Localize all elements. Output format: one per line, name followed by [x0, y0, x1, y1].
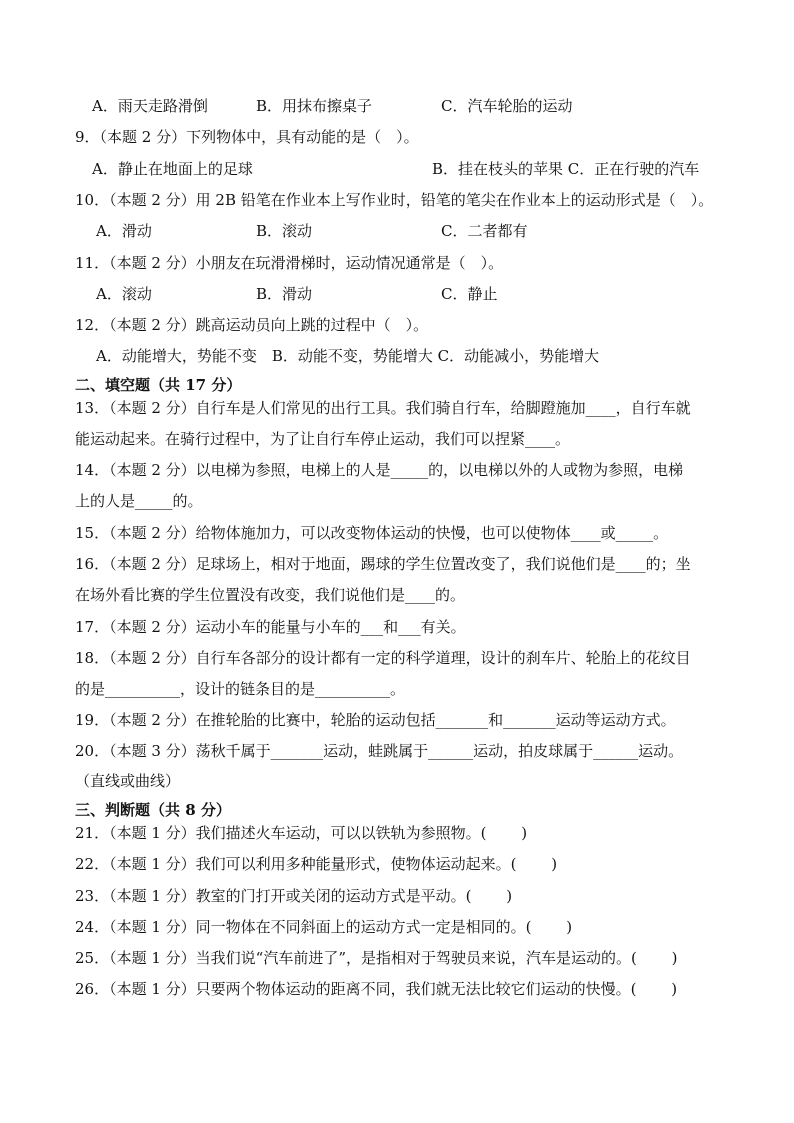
q17-line: 17．（本题 2 分）运动小车的能量与小车的___和___有关。	[75, 618, 466, 636]
q14-line-2: 上的人是_____的。	[75, 492, 203, 510]
q9-stem: 9．（本题 2 分）下列物体中，具有动能的是（ ）。	[75, 128, 419, 146]
q21-line: 21．（本题 1 分）我们描述火车运动，可以以铁轨为参照物。( )	[75, 824, 528, 842]
q13-line-1: 13．（本题 2 分）自行车是人们常见的出行工具。我们骑自行车，给脚蹬施加____，自行车就	[75, 399, 691, 417]
q18-line-1: 18．（本题 2 分）自行车各部分的设计都有一定的科学道理，设计的刹车片、轮胎上的花纹目	[75, 649, 691, 667]
q18-line-2: 的是__________，设计的链条目的是__________。	[75, 680, 406, 698]
q11-option-c: C．静止	[441, 285, 498, 303]
q8-option-c: C．汽车轮胎的运动	[441, 97, 573, 115]
q9-option-a: A．静止在地面上的足球	[92, 160, 253, 178]
q10-option-b: B．滚动	[256, 222, 313, 240]
q23-line: 23．（本题 1 分）教室的门打开或关闭的运动方式是平动。( )	[75, 887, 513, 905]
q24-line: 24．（本题 1 分）同一物体在不同斜面上的运动方式一定是相同的。( )	[75, 918, 573, 936]
q8-option-b: B．用抹布擦桌子	[256, 97, 373, 115]
q10-option-c: C．二者都有	[441, 222, 528, 240]
q19-line: 19．（本题 2 分）在推轮胎的比赛中，轮胎的运动包括_______和_______运动等运动方式。	[75, 711, 676, 729]
q9-option-bc: B．挂在枝头的苹果 C．正在行驶的汽车	[432, 160, 700, 178]
q26-line: 26．（本题 1 分）只要两个物体运动的距离不同，我们就无法比较它们运动的快慢。( )	[75, 980, 678, 998]
q12-stem: 12．（本题 2 分）跳高运动员向上跳的过程中（ ）。	[75, 316, 429, 334]
q10-option-a: A．滑动	[96, 222, 152, 240]
q12-options: A．动能增大，势能不变 B．动能不变，势能增大 C．动能减小，势能增大	[96, 347, 600, 365]
q13-line-2: 能运动起来。在骑行过程中，为了让自行车停止运动，我们可以捏紧____。	[75, 430, 571, 448]
section-fill-blank-title: 二、填空题（共 17 分）	[75, 376, 242, 394]
q14-line-1: 14．（本题 2 分）以电梯为参照，电梯上的人是_____的，以电梯以外的人或物为参照，电梯	[75, 461, 684, 479]
q11-option-b: B．滑动	[256, 285, 313, 303]
q8-option-a: A．雨天走路滑倒	[92, 97, 208, 115]
q20-line-1: 20．（本题 3 分）荡秋千属于_______运动，蛙跳属于______运动，拍皮球属于______运动。	[75, 742, 684, 760]
q11-stem: 11．（本题 2 分）小朋友在玩滑滑梯时，运动情况通常是（ ）。	[75, 254, 504, 272]
q11-option-a: A．滚动	[96, 285, 152, 303]
q10-stem: 10．（本题 2 分）用 2B 铅笔在作业本上写作业时，铅笔的笔尖在作业本上的运动形式是（ ）。	[75, 191, 714, 209]
q22-line: 22．（本题 1 分）我们可以利用多种能量形式，使物体运动起来。( )	[75, 855, 558, 873]
q16-line-1: 16．（本题 2 分）足球场上，相对于地面，踢球的学生位置改变了，我们说他们是____的；坐	[75, 555, 691, 573]
q16-line-2: 在场外看比赛的学生位置没有改变，我们说他们是____的。	[75, 586, 466, 604]
q15-line: 15．（本题 2 分）给物体施加力，可以改变物体运动的快慢，也可以使物体____或_____。	[75, 524, 669, 542]
section-true-false-title: 三、判断题（共 8 分）	[75, 801, 231, 819]
q20-line-2: （直线或曲线）	[75, 772, 181, 790]
q25-line: 25．（本题 1 分）当我们说“汽车前进了”，是指相对于驾驶员来说，汽车是运动的。( )	[75, 949, 678, 967]
